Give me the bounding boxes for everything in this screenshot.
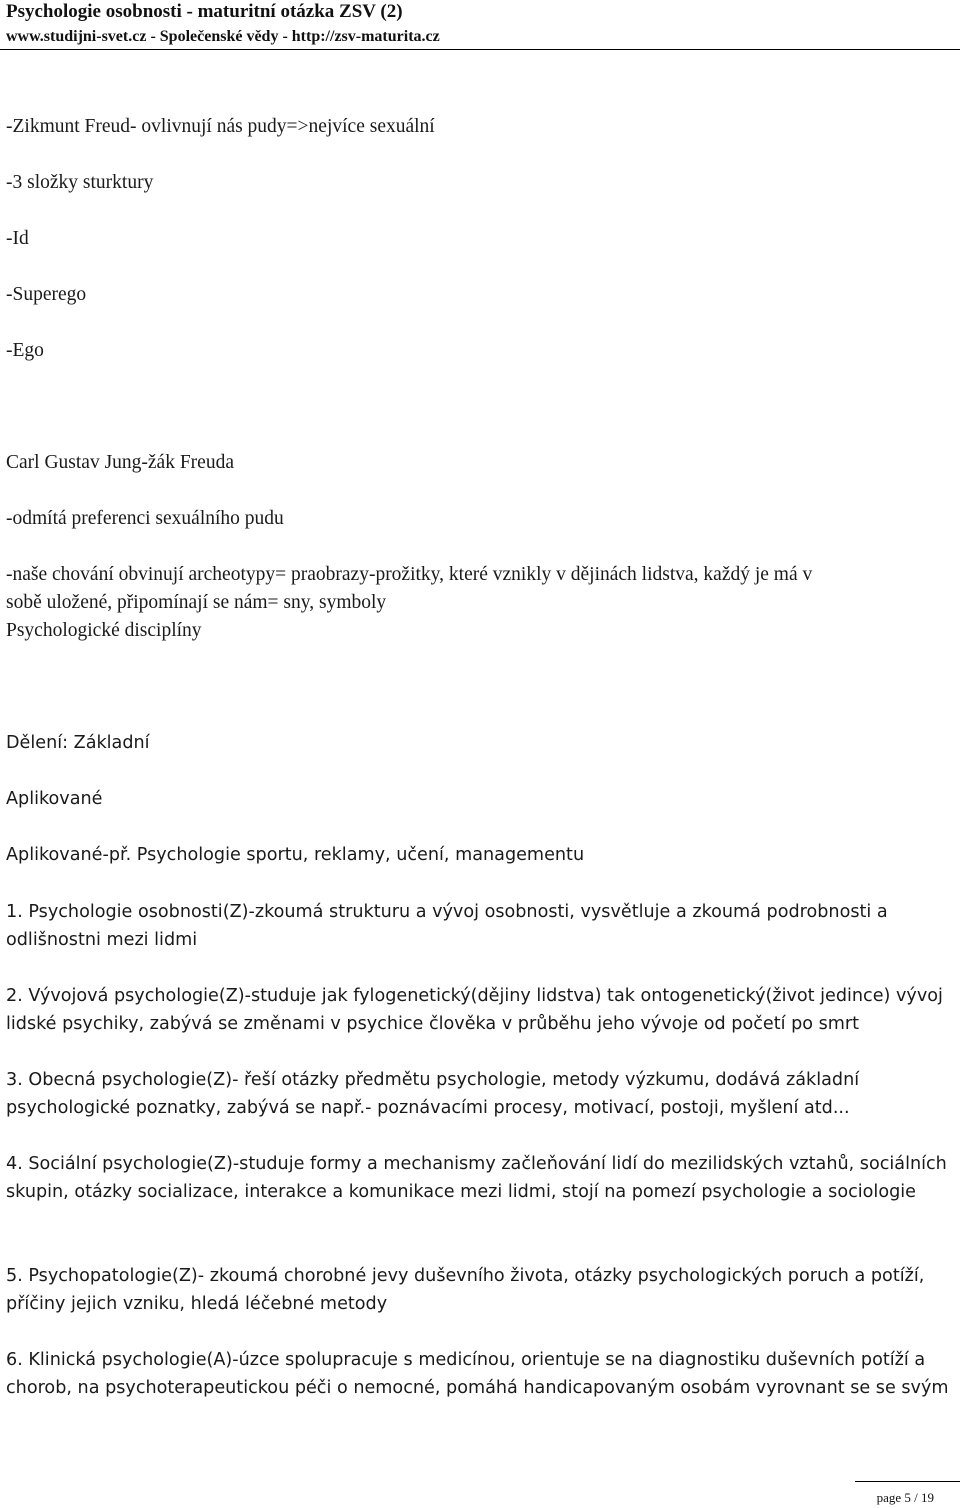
text-line-jung: Carl Gustav Jung-žák Freuda: [6, 452, 234, 473]
text-line-ego: -Ego: [6, 340, 44, 361]
header-divider: [0, 49, 960, 50]
footer-divider: [855, 1481, 960, 1482]
text-line-id: -Id: [6, 228, 29, 249]
page-number: page 5 / 19: [876, 1490, 934, 1505]
discipline-item-3: 3. Obecná psychologie(Z)- řeší otázky předmětu psychologie, metody výzkumu, dodává základní psychologické poznatky, zabývá se např.- poznávacími procesy, motivací, postoji, myšlení atd...: [6, 1070, 860, 1118]
text-line-freud: -Zikmunt Freud- ovlivnují nás pudy=>nejvíce sexuální: [6, 116, 435, 137]
text-line-deleni: Dělení: Základní: [6, 733, 150, 753]
page-header: [6, 0, 956, 47]
text-line-aplikovane-pr: Aplikované-př. Psychologie sportu, reklamy, učení, managementu: [6, 845, 585, 865]
discipline-item-5: 5. Psychopatologie(Z)- zkoumá chorobné jevy duševního života, otázky psychologických poruch a potíží, příčiny jejich vzniku, hledá léčebné metody: [6, 1266, 925, 1314]
discipline-item-6: 6. Klinická psychologie(A)-úzce spolupracuje s medicínou, orientuje se na diagnostiku duševních potíží a chorob, na psychoterapeutickou péči o nemocné, pomáhá handicapovaným osobám vyrovnant se se svým: [6, 1350, 949, 1398]
discipline-item-2: 2. Vývojová psychologie(Z)-studuje jak fylogenetický(dějiny lidstva) tak ontogenetický(život jedince) vývoj lidské psychiky, zabývá se změnami v psychice člověka v průběhu jeho vývoje od početí po smrt: [6, 986, 943, 1034]
document-subtitle: www.studijni-svet.cz - Společenské vědy - http://zsv-maturita.cz: [6, 28, 440, 45]
text-line-odmita: -odmítá preferenci sexuálního pudu: [6, 508, 284, 529]
document-title: Psychologie osobnosti - maturitní otázka ZSV (2): [6, 1, 403, 22]
text-line-discipliny: Psychologické disciplíny: [6, 620, 202, 641]
text-line-superego: -Superego: [6, 284, 87, 305]
discipline-item-4: 4. Sociální psychologie(Z)-studuje formy a mechanismy začleňování lidí do mezilidských vztahů, sociálních skupin, otázky socializace, interakce a komunikace mezi lidmi, stojí na pomezí psychologie a sociologie: [6, 1154, 947, 1202]
text-line-aplikovane: Aplikované: [6, 789, 103, 809]
text-line-archetypy-1: -naše chování obvinují archeotypy= praobrazy-prožitky, které vznikly v dějinách lidstva, každý je má v: [6, 564, 813, 585]
discipline-item-1: 1. Psychologie osobnosti(Z)-zkoumá strukturu a vývoj osobnosti, vysvětluje a zkoumá podrobnosti a odlišnostni mezi lidmi: [6, 902, 888, 950]
text-line-slozky: -3 složky sturktury: [6, 172, 154, 193]
text-line-archetypy-2: sobě uložené, připomínají se nám= sny, symboly: [6, 592, 387, 613]
